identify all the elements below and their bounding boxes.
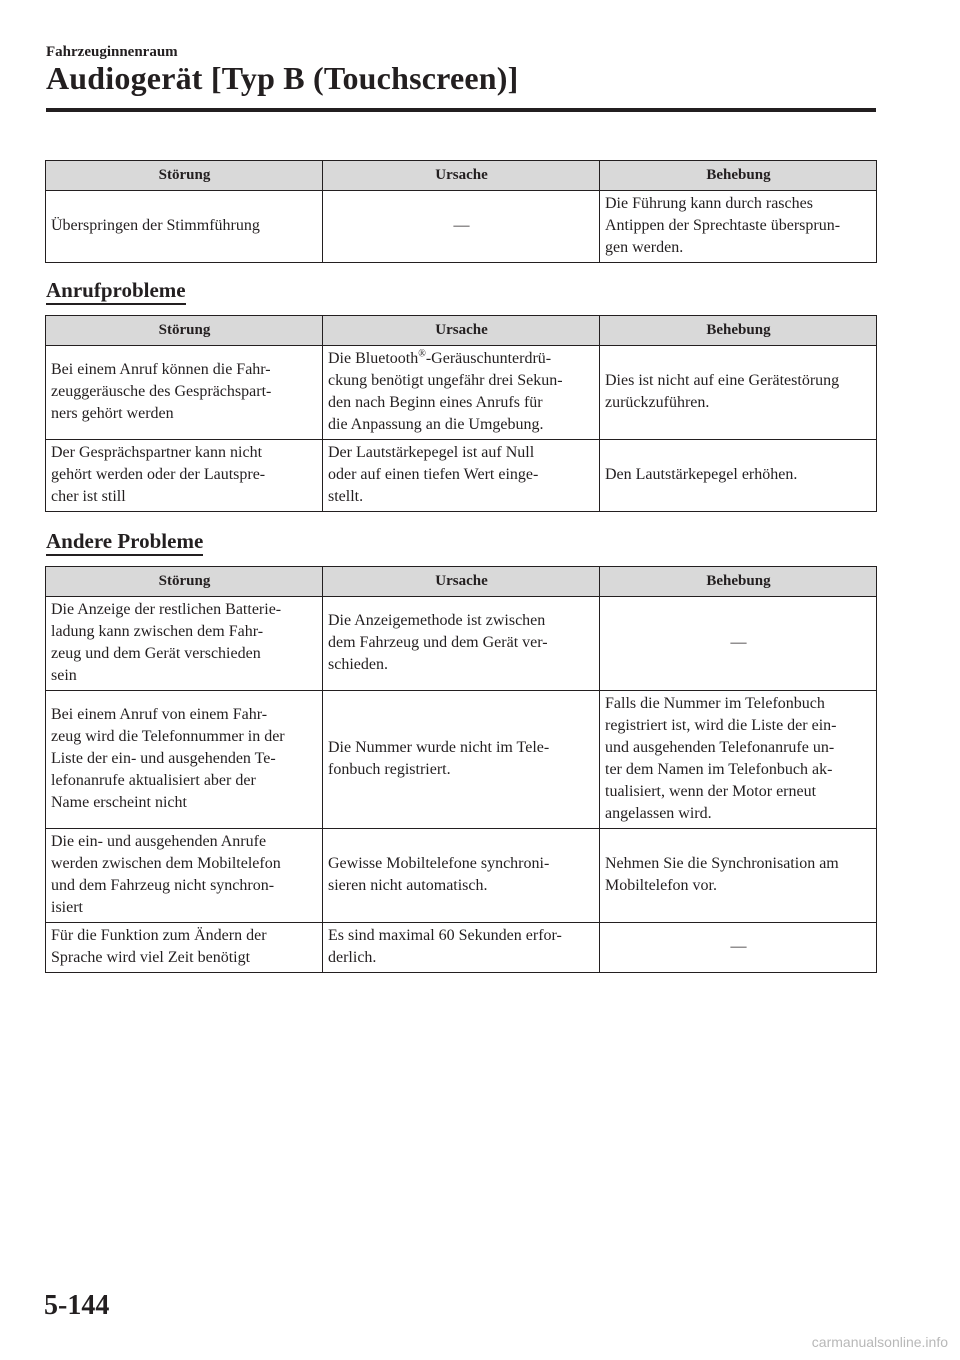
line: lefonanrufe aktualisiert aber der [51,772,256,789]
line: die Anpassung an die Umgebung. [328,416,544,433]
line: sein [51,667,77,684]
call-problems-table [45,315,877,512]
line: oder auf einen tiefen Wert einge- [328,466,539,483]
line: Die Anzeigemethode ist zwischen [328,612,546,629]
line: Bei einem Anruf können die Fahr- [51,361,271,378]
registered-mark: ® [418,348,426,360]
line: Die Bluetooth [328,350,419,367]
table-row [46,191,877,263]
line: cher ist still [51,488,126,505]
table-row [46,691,877,829]
table-header-row [46,316,877,346]
line: Liste der ein- und ausgehenden Te- [51,750,276,767]
section-label: Fahrzeuginnenraum [46,44,178,60]
cause-cell [323,597,600,691]
problem-cell [46,691,323,829]
line: Mobiltelefon vor. [605,877,717,894]
line: und dem Fahrzeug nicht synchron- [51,877,275,894]
page-title: Audiogerät [Typ B (Touchscreen)] [46,60,519,96]
cause-cell [323,440,600,512]
line: Gewisse Mobiltelefone synchroni- [328,855,550,872]
cause-cell: — [323,191,600,263]
line: ners gehört werden [51,405,174,422]
remedy-cell: — [600,923,877,973]
line: derlich. [328,949,377,966]
remedy-cell: — [600,597,877,691]
line: und ausgehenden Telefonanrufe un- [605,739,835,756]
line: zeug und dem Gerät verschieden [51,645,261,662]
line: isiert [51,899,83,916]
line: schieden. [328,656,388,673]
line: werden zwischen dem Mobiltelefon [51,855,281,872]
line: ladung kann zwischen dem Fahr- [51,623,264,640]
line: Die Anzeige der restlichen Batterie- [51,601,282,618]
line: zeug wird die Telefonnummer in der [51,728,285,745]
line: Die ein- und ausgehenden Anrufe [51,833,267,850]
line: den nach Beginn eines Anrufs für [328,394,543,411]
line: stellt. [328,488,364,505]
line: Sprache wird viel Zeit benötigt [51,949,251,966]
line: Bei einem Anruf von einem Fahr- [51,706,268,723]
problem-cell [46,923,323,973]
column-header-remedy: Behebung [600,567,877,597]
remedy-cell [600,346,877,440]
line: dem Fahrzeug und dem Gerät ver- [328,634,548,651]
line: Nehmen Sie die Synchronisation am [605,855,839,872]
watermark: carmanualsonline.info [811,1334,948,1350]
column-header-remedy: Behebung [600,316,877,346]
title-divider [46,108,876,112]
line: Der Gesprächspartner kann nicht [51,444,263,461]
subheading-andere-probleme: Andere Probleme [46,529,203,556]
problem-cell [46,829,323,923]
line: Name erscheint nicht [51,794,187,811]
remedy-cell [600,440,877,512]
line: gehört werden oder der Lautspre- [51,466,266,483]
problem-cell [46,440,323,512]
table-row [46,346,877,440]
line: ter dem Namen im Telefonbuch ak- [605,761,833,778]
other-problems-table [45,566,877,973]
cause-cell [323,829,600,923]
line: fonbuch registriert. [328,761,451,778]
line: zurückzuführen. [605,394,710,411]
table-row [46,597,877,691]
remedy-cell [600,191,877,263]
line: ckung benötigt ungefähr drei Sekun- [328,372,563,389]
problem-cell [46,346,323,440]
line: Für die Funktion zum Ändern der [51,927,267,944]
column-header-problem: Störung [46,316,323,346]
line: gen werden. [605,239,684,256]
page-number: 5-144 [44,1290,110,1321]
cause-cell [323,691,600,829]
table-header-row [46,567,877,597]
table-row [46,923,877,973]
line: Dies ist nicht auf eine Gerätestörung [605,372,840,389]
column-header-cause: Ursache [323,161,600,191]
line: zeuggeräusche des Gesprächspart- [51,383,272,400]
cause-cell [323,923,600,973]
line: Die Führung kann durch rasches [605,195,813,212]
remedy-cell [600,691,877,829]
line: Den Lautstärkepegel erhöhen. [605,466,798,483]
voice-guidance-table [45,160,877,263]
column-header-remedy: Behebung [600,161,877,191]
subheading-anrufprobleme: Anrufprobleme [46,278,186,305]
cause-cell [323,346,600,440]
column-header-problem: Störung [46,161,323,191]
table-row [46,829,877,923]
line: sieren nicht automatisch. [328,877,488,894]
line: Antippen der Sprechtaste übersprun- [605,217,841,234]
line: Die Nummer wurde nicht im Tele- [328,739,550,756]
line: registriert ist, wird die Liste der ein- [605,717,837,734]
column-header-problem: Störung [46,567,323,597]
problem-cell: Überspringen der Stimmführung [46,191,323,263]
line: tualisiert, wenn der Motor erneut [605,783,817,800]
column-header-cause: Ursache [323,316,600,346]
table-row [46,440,877,512]
line: Falls die Nummer im Telefonbuch [605,695,825,712]
remedy-cell [600,829,877,923]
column-header-cause: Ursache [323,567,600,597]
table-header-row [46,161,877,191]
line: angelassen wird. [605,805,712,822]
line: Der Lautstärkepegel ist auf Null [328,444,535,461]
line: -Geräuschunterdrü- [425,350,552,367]
problem-cell [46,597,323,691]
line: Es sind maximal 60 Sekunden erfor- [328,927,562,944]
